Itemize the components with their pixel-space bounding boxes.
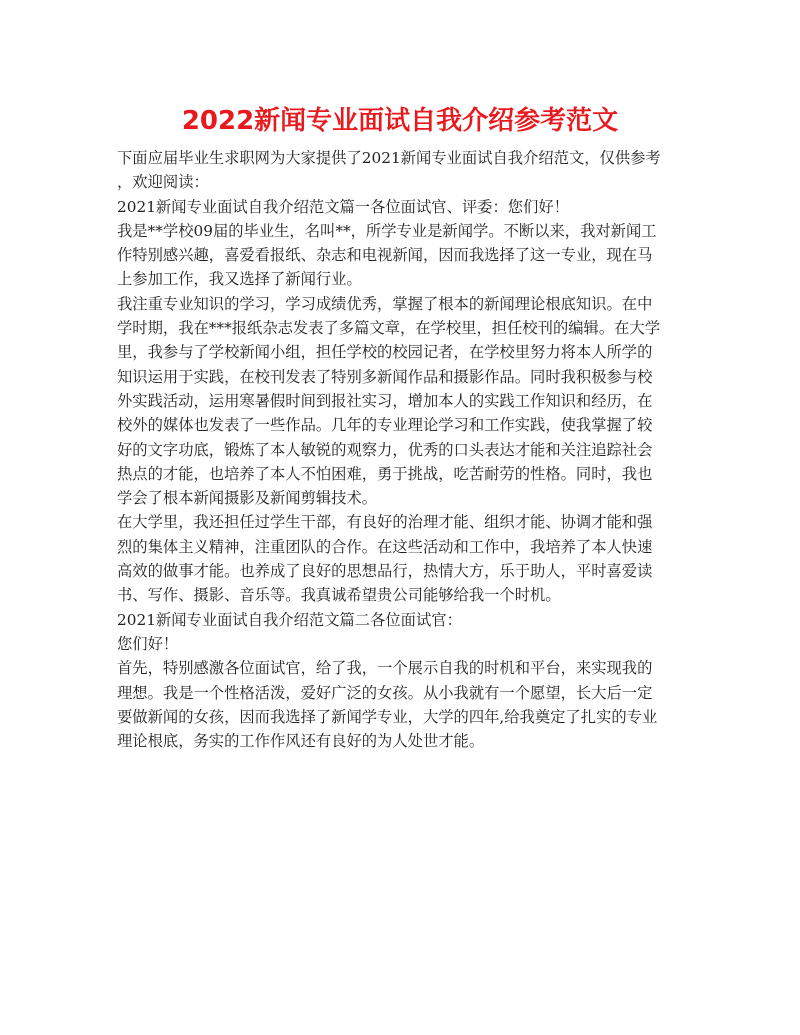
text-line: 校外的媒体也发表了一些作品。几年的专业理论学习和工作实践，使我掌握了较 xyxy=(117,416,653,435)
text-line: 里，我参与了学校新闻小组，担任学校的校园记者，在学校里努力将本人所学的 xyxy=(117,343,653,362)
text-line: 理想。我是一个性格活泼，爱好广泛的女孩。从小我就有一个愿望，长大后一定 xyxy=(117,683,653,702)
paragraph-background xyxy=(117,219,683,292)
text-line: 烈的集体主义精神，注重团队的合作。在这些活动和工作中，我培养了本人快速 xyxy=(117,537,653,556)
text-line: 理论根底，务实的工作作风还有良好的为人处世才能。 xyxy=(117,732,485,751)
text-line: 学时期，我在***报纸杂志发表了多篇文章，在学校里，担任校刊的编辑。在大学 xyxy=(117,319,661,338)
text-line: 高效的做事才能。也养成了良好的思想品行，热情大方，乐于助人，平时喜爱读 xyxy=(117,562,653,581)
paragraph-study xyxy=(117,292,683,511)
text-line: 2021新闻专业面试自我介绍范文篇二各位面试官： xyxy=(117,610,462,629)
text-line: 上参加工作，我又选择了新闻行业。 xyxy=(117,270,362,289)
text-line: 首先，特别感激各位面试官，给了我，一个展示自我的时机和平台，来实现我的 xyxy=(117,659,653,678)
paragraph-leadership xyxy=(117,510,683,607)
text-line: 学会了根本新闻摄影及新闻剪辑技术。 xyxy=(117,489,378,508)
text-line: 下面应届毕业生求职网为大家提供了2021新闻专业面试自我介绍范文，仅供参考 xyxy=(117,149,661,167)
text-line: 要做新闻的女孩，因而我选择了新闻学专业，大学的四年,给我奠定了扎实的专业 xyxy=(117,707,658,726)
text-line: 好的文字功底，锻炼了本人敏锐的观察力，优秀的口头表达才能和关注追踪社会 xyxy=(117,440,653,459)
text-line: 书、写作、摄影、音乐等。我真诚希望贵公司能够给我一个时机。 xyxy=(117,586,561,605)
text-line: 知识运用于实践，在校刊发表了特别多新闻作品和摄影作品。同时我积极参与校 xyxy=(117,367,653,386)
text-line: 2021新闻专业面试自我介绍范文篇一各位面试官、评委：您们好！ xyxy=(117,197,569,216)
text-line: ，欢迎阅读： xyxy=(117,173,209,192)
text-line: 作特别感兴趣，喜爱看报纸、杂志和电视新闻，因而我选择了这一专业，现在马 xyxy=(117,246,653,265)
text-line: 我是**学校09届的毕业生，名叫**，所学专业是新闻学。不断以来，我对新闻工 xyxy=(117,221,657,240)
text-line: 我注重专业知识的学习，学习成绩优秀，掌握了根本的新闻理论根底知识。在中 xyxy=(117,294,653,313)
paragraph-greeting xyxy=(117,632,683,656)
document-body xyxy=(117,146,683,753)
paragraph-thanks xyxy=(117,656,683,753)
paragraph-section-one-heading xyxy=(117,195,683,219)
text-line: 您们好！ xyxy=(117,634,179,653)
document-title: 2022新闻专业面试自我介绍参考范文 xyxy=(181,106,619,136)
text-line: 热点的才能，也培养了本人不怕困难，勇于挑战，吃苦耐劳的性格。同时，我也 xyxy=(117,464,653,483)
text-line: 外实践活动，运用寒暑假时间到报社实习，增加本人的实践工作知识和经历，在 xyxy=(117,391,653,410)
paragraph-section-two-heading xyxy=(117,608,683,632)
text-line: 在大学里，我还担任过学生干部，有良好的治理才能、组织才能、协调才能和强 xyxy=(117,513,653,532)
paragraph-intro xyxy=(117,146,683,195)
